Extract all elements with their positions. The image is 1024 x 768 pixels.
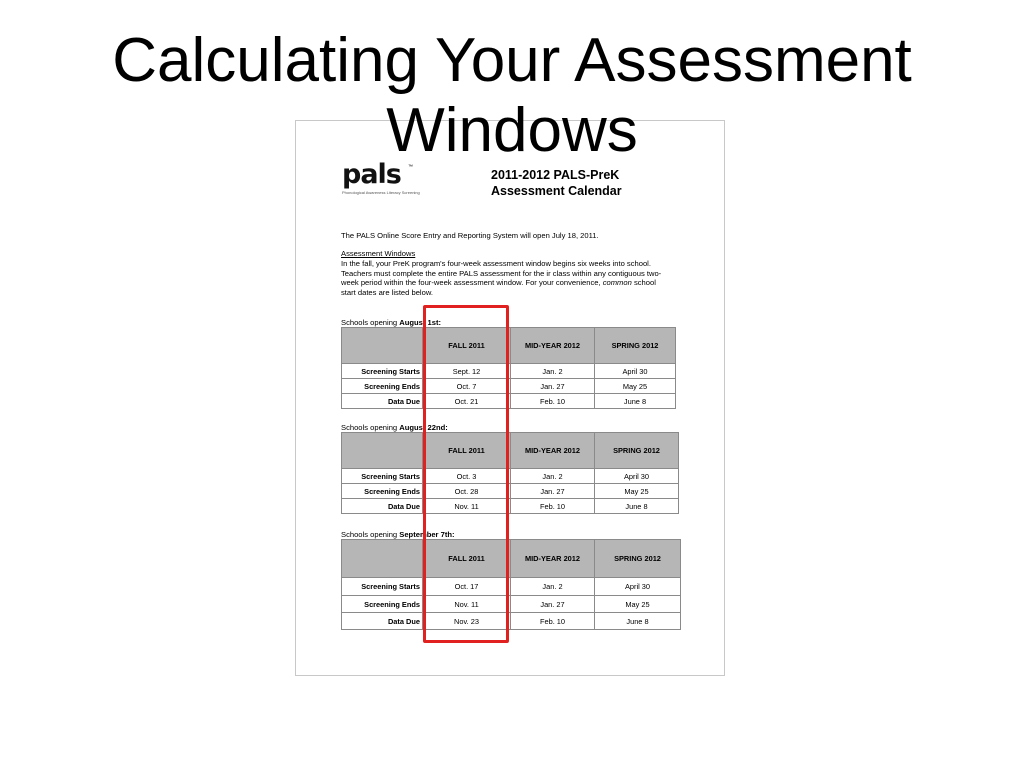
- body-text-part-2: school start dates are listed below.: [341, 278, 656, 298]
- column-header: SPRING 2012: [595, 540, 681, 578]
- table-cell: Feb. 10: [511, 394, 595, 409]
- row-label: Screening Ends: [342, 484, 423, 499]
- table-cell: June 8: [595, 394, 676, 409]
- document-title: [491, 167, 622, 199]
- table-cell: Jan. 27: [511, 484, 595, 499]
- table-row: [342, 484, 679, 499]
- table-cell: June 8: [595, 613, 681, 630]
- assessment-windows-paragraph: [341, 249, 671, 298]
- schedule-heading-date: September 7th:: [399, 530, 455, 539]
- table-cell: Oct. 3: [423, 469, 511, 484]
- column-header: FALL 2011: [423, 433, 511, 469]
- table-row: [342, 613, 681, 630]
- table-cell: April 30: [595, 469, 679, 484]
- table-cell: May 25: [595, 379, 676, 394]
- table-row: [342, 499, 679, 514]
- logo-trademark: ™: [408, 164, 413, 170]
- table-cell: Nov. 23: [423, 613, 511, 630]
- pals-logo: [342, 161, 442, 201]
- table-cell: May 25: [595, 484, 679, 499]
- body-text-italic: common: [602, 278, 632, 288]
- schedule-table: [341, 539, 681, 630]
- slide-title: Calculating Your Assessment Windows: [112, 26, 912, 165]
- table-header-row: [342, 433, 679, 469]
- table-cell: Oct. 28: [423, 484, 511, 499]
- row-label: Data Due: [342, 613, 423, 630]
- table-cell: Sept. 12: [423, 364, 511, 379]
- column-header: FALL 2011: [423, 328, 511, 364]
- schedule-heading-prefix: Schools opening: [341, 423, 400, 432]
- table-cell: Oct. 17: [423, 578, 511, 596]
- column-header: FALL 2011: [423, 540, 511, 578]
- document-title-line-1: 2011-2012 PALS-PreK: [491, 168, 620, 182]
- table-header-row: [342, 540, 681, 578]
- intro-text: The PALS Online Score Entry and Reporting System will open July 18, 2011.: [341, 231, 599, 240]
- row-label: Screening Ends: [342, 379, 423, 394]
- highlight-rectangle: [423, 305, 509, 643]
- column-header: MID-YEAR 2012: [511, 540, 595, 578]
- column-header: MID-YEAR 2012: [511, 328, 595, 364]
- row-label: Data Due: [342, 394, 423, 409]
- document-page: [295, 120, 725, 676]
- logo-tagline: Phonological Awareness Literacy Screening: [342, 190, 420, 195]
- table-cell: June 8: [595, 499, 679, 514]
- column-header: SPRING 2012: [595, 328, 676, 364]
- section-heading: Assessment Windows: [341, 249, 416, 258]
- column-header: MID-YEAR 2012: [511, 433, 595, 469]
- column-header: [342, 540, 423, 578]
- table-cell: Feb. 10: [511, 499, 595, 514]
- column-header: [342, 433, 423, 469]
- table-cell: Jan. 27: [511, 379, 595, 394]
- row-label: Screening Ends: [342, 596, 423, 613]
- document-title-line-2: Assessment Calendar: [491, 184, 622, 198]
- table-cell: Jan. 2: [511, 364, 595, 379]
- schedule-heading-date: August 22nd:: [399, 423, 448, 432]
- column-header: [342, 328, 423, 364]
- body-text-part-1: In the fall, your PreK program's four-week assessment window begins six weeks into school. Teachers must complete the entire PALS assessment for the ir class within any contiguous two-week period within the four-week assessment window. For your convenience,: [341, 258, 662, 288]
- row-label: Data Due: [342, 499, 423, 514]
- row-label: Screening Starts: [342, 364, 423, 379]
- table-row: [342, 578, 681, 596]
- table-cell: Jan. 2: [511, 578, 595, 596]
- row-label: Screening Starts: [342, 578, 423, 596]
- table-cell: Oct. 21: [423, 394, 511, 409]
- table-cell: Jan. 27: [511, 596, 595, 613]
- table-row: [342, 596, 681, 613]
- table-cell: May 25: [595, 596, 681, 613]
- table-cell: Nov. 11: [423, 596, 511, 613]
- schedule-table: [341, 432, 679, 514]
- table-row: [342, 469, 679, 484]
- schedule-heading-prefix: Schools opening: [341, 318, 400, 327]
- row-label: Screening Starts: [342, 469, 423, 484]
- table-cell: April 30: [595, 364, 676, 379]
- column-header: SPRING 2012: [595, 433, 679, 469]
- table-cell: April 30: [595, 578, 681, 596]
- table-cell: Jan. 2: [511, 469, 595, 484]
- table-cell: Nov. 11: [423, 499, 511, 514]
- schedule-heading-date: August 1st:: [399, 318, 442, 327]
- table-cell: Feb. 10: [511, 613, 595, 630]
- table-cell: Oct. 7: [423, 379, 511, 394]
- schedule-heading-prefix: Schools opening: [341, 530, 400, 539]
- logo-word: pals: [342, 159, 401, 190]
